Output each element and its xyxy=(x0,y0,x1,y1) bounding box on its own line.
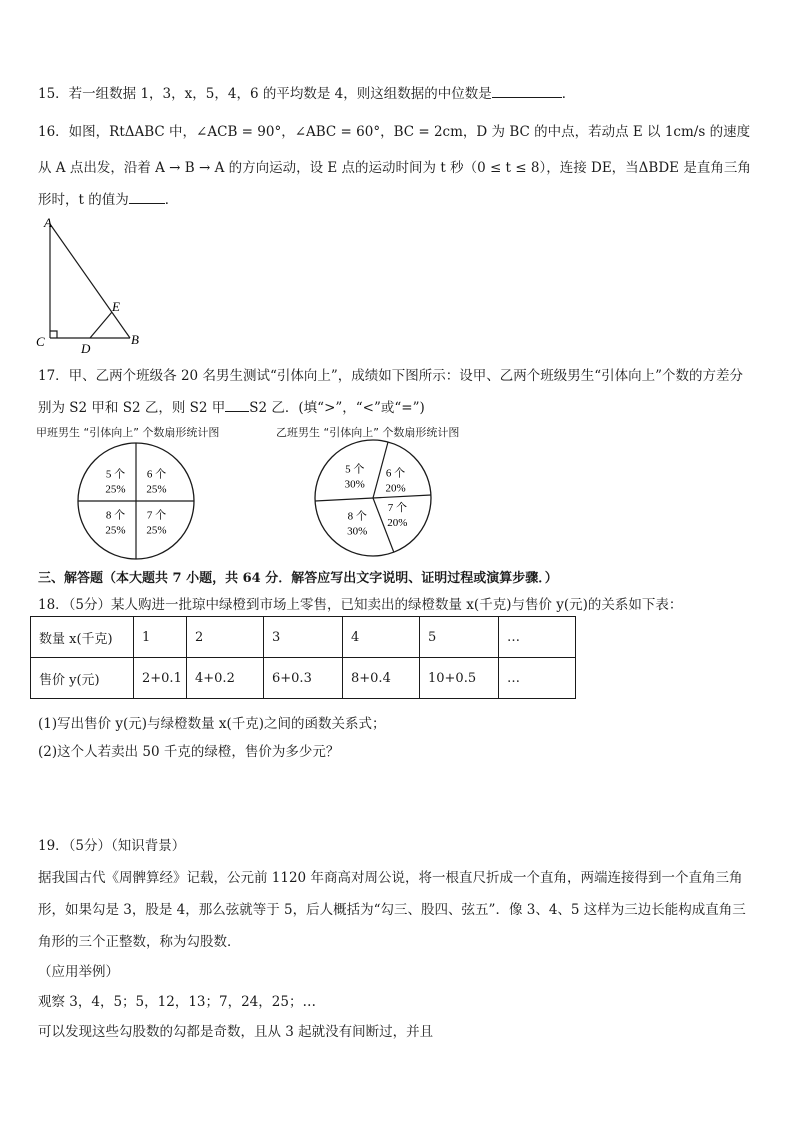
label-a: A xyxy=(44,215,52,230)
question-18-intro: 18．（5分）某人购进一批琼中绿橙到市场上零售，已知卖出的绿橙数量 x(千克)与售价 y(元)的关系如下表： xyxy=(38,597,683,613)
label-d: D xyxy=(81,341,91,354)
table-cell: 5 xyxy=(420,617,499,658)
question-16-line-3-text: 形时，t 的值为 xyxy=(38,192,129,208)
section-3-header xyxy=(38,567,558,586)
section-3-title: 三、解答题 xyxy=(38,571,104,586)
table-cell: 2 xyxy=(187,617,264,658)
pie-slice-percent: 30% xyxy=(347,525,368,538)
question-15-end: ． xyxy=(561,86,576,102)
pie-slice-percent: 25% xyxy=(105,524,126,537)
question-19-line-4: 角形的三个正整数，称为勾股数． xyxy=(38,934,241,950)
table-cell: 2+0.1 xyxy=(134,658,187,699)
chart-b-title: 乙班男生 “引体向上” 个数扇形统计图 xyxy=(276,426,460,439)
pie-slice-percent: 20% xyxy=(385,482,406,495)
triangle-figure xyxy=(34,214,154,354)
question-16-line-2: 从 A 点出发，沿着 A → B → A 的方向运动，设 E 点的运动时间为 t 秒（0 ≤ t ≤ 8），连接 DE，当ΔBDE 是直角三角 xyxy=(38,160,751,176)
table-cell: 4 xyxy=(343,617,420,658)
question-19-line-5: （应用举例） xyxy=(38,964,119,980)
question-16-line-1: 16．如图，RtΔABC 中，∠ACB = 90°，∠ABC = 60°，BC = 2cm，D 为 BC 的中点，若动点 E 以 1cm/s 的速度 xyxy=(38,124,751,140)
pie-chart-class-a xyxy=(74,439,198,563)
chart-a-title: 甲班男生 “引体向上” 个数扇形统计图 xyxy=(36,426,220,439)
answer-blank[interactable] xyxy=(225,399,249,412)
question-19-line-7: 可以发现这些勾股数的勾都是奇数，且从 3 起就没有间断过，并且 xyxy=(38,1024,434,1040)
question-16-line-3 xyxy=(38,188,178,208)
table-cell: … xyxy=(499,617,576,658)
pie-slice-percent: 25% xyxy=(146,483,167,496)
question-15-text: 15．若一组数据 1，3，x，5，4，6 的平均数是 4，则这组数据的中位数是 xyxy=(38,86,492,102)
question-17-line-2 xyxy=(38,396,425,416)
price-table xyxy=(30,616,576,699)
pie-slice-percent: 25% xyxy=(105,483,126,496)
pie-slice-label: 6 个 xyxy=(146,468,167,481)
table-row xyxy=(31,658,576,699)
pie-slice-percent: 25% xyxy=(146,524,167,537)
pie-slice-label: 7 个 xyxy=(387,501,407,514)
question-17-line-1: 17．甲、乙两个班级各 20 名男生测试“引体向上”，成绩如下图所示：设甲、乙两个班级男生“引体向上”个数的方差分 xyxy=(38,368,744,384)
table-cell: 数量 x(千克) xyxy=(31,617,134,658)
section-3-note: （本大题共 7 小题，共 64 分．解答应写出文字说明、证明过程或演算步骤．） xyxy=(103,571,558,586)
pie-slice-label: 6 个 xyxy=(385,467,406,480)
question-18-sub-2: (2)这个人若卖出 50 千克的绿橙，售价为多少元？ xyxy=(38,744,340,760)
table-cell: 10+0.5 xyxy=(420,658,499,699)
table-cell: … xyxy=(499,658,576,699)
answer-blank[interactable] xyxy=(129,191,165,204)
question-19-line-3: 形，如果勾是 3，股是 4，那么弦就等于 5，后人概括为“勾三、股四、弦五”．像 3、4、5 这样为三边长能构成直角三 xyxy=(38,902,746,918)
question-18-sub-1: (1)写出售价 y(元)与绿橙数量 x(千克)之间的函数关系式； xyxy=(38,716,386,732)
pie-slice-label: 8 个 xyxy=(105,509,126,522)
label-e: E xyxy=(112,299,120,314)
question-17-line-2-a: 别为 S2 甲和 S2 乙，则 S2 甲 xyxy=(38,400,226,416)
pie-slice-label: 5 个 xyxy=(345,463,365,476)
question-16-line-3-end: ． xyxy=(164,192,179,208)
segment-de xyxy=(90,312,112,338)
pie-slice-label: 5 个 xyxy=(105,468,126,481)
label-c: C xyxy=(36,334,45,349)
table-cell: 6+0.3 xyxy=(264,658,343,699)
pie-slice-percent: 30% xyxy=(344,478,365,491)
side-ab xyxy=(50,224,130,338)
pie-slice-percent: 20% xyxy=(387,516,408,529)
question-15 xyxy=(38,82,575,102)
question-19-line-1: 19．（5分）（知识背景） xyxy=(38,838,186,854)
answer-blank[interactable] xyxy=(492,85,562,98)
question-17-line-2-b: S2 乙．(填“>”，“<”或“=”) xyxy=(249,400,425,416)
table-cell: 售价 y(元) xyxy=(31,658,134,699)
question-19-line-2: 据我国古代《周髀算经》记载，公元前 1120 年商高对周公说，将一根直尺折成一个直角，两端连接得到一个直角三角 xyxy=(38,870,743,886)
label-b: B xyxy=(131,332,139,347)
question-19-line-6: 观察 3，4，5；5，12，13；7，24，25；… xyxy=(38,994,316,1010)
pie-chart-class-b xyxy=(311,436,435,560)
pie-slice-label: 7 个 xyxy=(146,509,167,522)
table-cell: 4+0.2 xyxy=(187,658,264,699)
table-cell: 8+0.4 xyxy=(343,658,420,699)
table-cell: 3 xyxy=(264,617,343,658)
table-cell: 1 xyxy=(134,617,187,658)
right-angle-mark xyxy=(50,331,57,338)
pie-slice-label: 8 个 xyxy=(347,510,367,523)
table-row xyxy=(31,617,576,658)
